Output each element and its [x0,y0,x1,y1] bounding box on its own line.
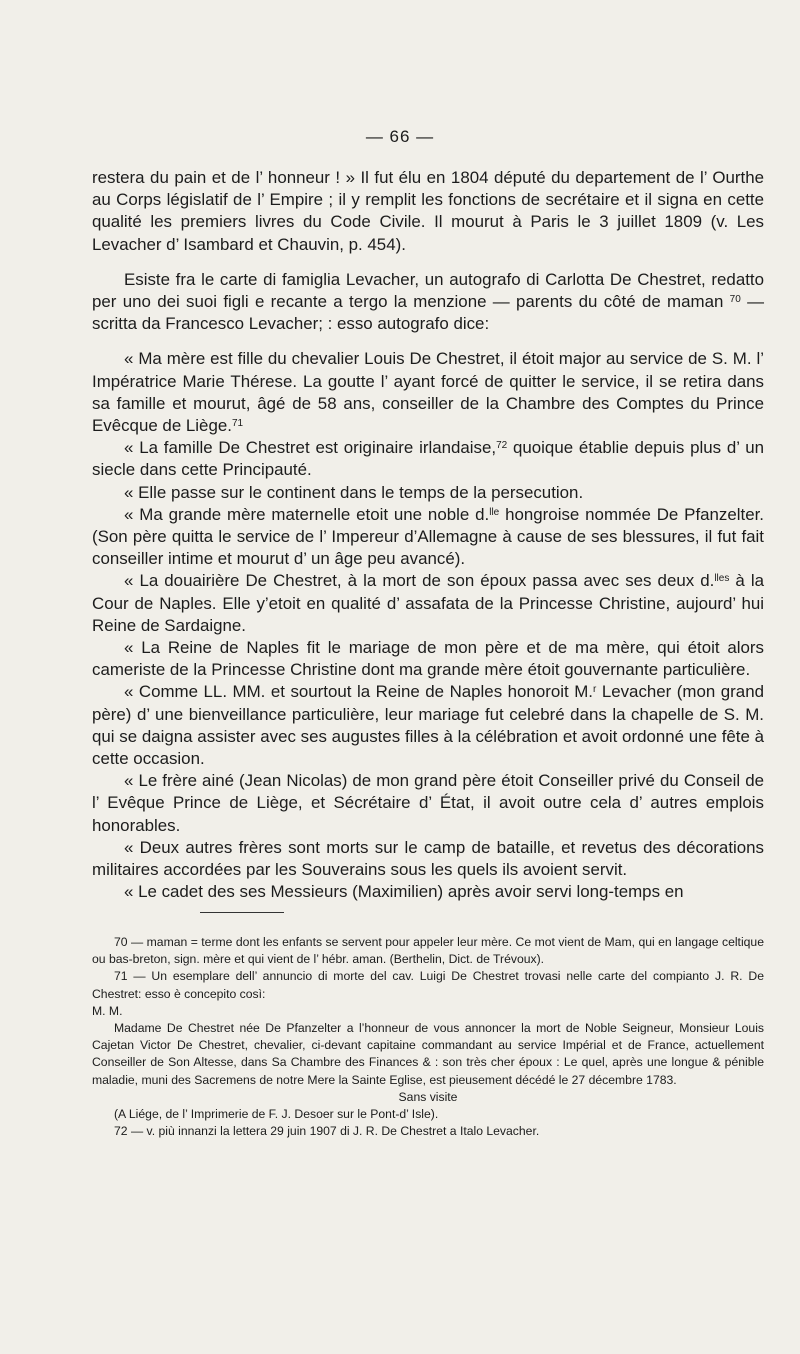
quote-paragraph [92,681,764,770]
footnote-ref: 71 [231,418,244,430]
footnote: 70 — maman = terme dont les enfants se servent pour appeler leur mère. Ce mot vient de Mam, qui en langage celtique ou bas-breton, sign. mère et qui vient de l’ hébr. aman. (Berthelin, Dict. de Trévoux). [92,935,764,967]
superscript: r [592,684,597,696]
text-run: « La famille De Chestret est originaire irlandaise, [124,438,497,458]
quote-paragraph: « Le frère ainé (Jean Nicolas) de mon grand père étoit Conseiller privé du Conseil de l’ Evêque Prince de Liège, et Sécrétaire d’ État, il avoit outre cela d’ autres emplois honorables. [92,771,764,835]
text-run: hongroise nommée De Pfanzelter. (Son père quitta le service de l’ Impereur d’Allemagne à cause de ses blessures, il fut fait conseiller intime et mourut d’ un âge peu avancé). [92,504,764,569]
text-run: « Ma grande mère maternelle etoit une noble d. [124,504,490,524]
quote-paragraph [92,348,764,437]
footnote-line: M. M. [92,1003,123,1018]
main-text [92,167,764,904]
footnote-divider [200,912,284,913]
paragraph: restera du pain et de l’ honneur ! » Il fut élu en 1804 député du departement de l’ Ourthe au Corps législatif de l’ Empire ; il y remplit les fonctions de secrétaire et il signa en cette qualité les premiers livres du Code Civile. Il mourut à Paris le 3 juillet 1809 (v. Les Levacher d’ Isambard et Chauvin, p. 454). [92,168,764,254]
text-run: « Comme LL. MM. et sourtout la Reine de Naples honoroit M. [124,682,593,702]
footnote: 71 — Un esemplare dell’ annuncio di morte del cav. Luigi De Chestret trovasi nelle carte del compianto J. R. De Chestret: esso è concepito così: [92,969,764,1001]
text-run: quoique établie depuis plus d’ un siecle dans cette Principauté. [92,438,764,480]
footnote-line: Madame De Chestret née De Pfanzelter a l’honneur de vous annoncer la mort de Noble Seigneur, Monsieur Louis Cajetan Victor De Chestret, chevalier, ci-devant capitaine commandant au service Impérial et de France, actuellement Conseiller de Son Altesse, dans Sa Chambre des Finances & : son très cher époux : Le quel, après une longue & pénible maladie, muni des Sacremens de notre Mere la Sainte Eglise, est pieusement décédé le 27 décembre 1783. [92,1021,764,1087]
quote-paragraph [92,504,764,571]
text-run: — scritta da Francesco Levacher; : esso autografo dice: [92,292,764,334]
text-run: à la Cour de Naples. Elle y’etoit en qualité d’ assafata de la Princesse Christine, aujourd’ hui Reine de Sardaigne. [92,571,764,635]
superscript: lle [489,506,500,518]
quote-paragraph: « Le cadet des ses Messieurs (Maximilien) après avoir servi long-temps en [124,882,684,902]
footnote-ref: 72 [496,440,508,452]
text-run: « La douairière De Chestret, à la mort de son époux passa avec ses deux d. [124,571,715,591]
footnotes [92,934,764,1140]
text-run: Levacher (mon grand père) d’ une bienveillance particulière, leur mariage fut celebré dans la chapelle de S. M. qui se daigna assister avec ses augustes filles à la célébration et avoit ordonné une fête à cette occasion. [92,682,764,769]
page-number: — 66 — [365,127,435,146]
footnote-line: (A Liége, de l’ Imprimerie de F. J. Desoer sur le Pont-d’ Isle). [114,1107,439,1122]
paragraph [92,269,764,336]
footnote-ref: 70 [729,294,741,306]
text-run: Esiste fra le carte di famiglia Levacher, un autografo di Carlotta De Chestret, redatto per uno dei suoi figli e recante a tergo la menzione — parents du côté de maman [92,269,764,312]
quote-paragraph: « La Reine de Naples fit le mariage de mon père et de ma mère, qui étoit alors cameriste de la Princesse Christine dont ma grande mère étoit gouvernante particulière. [92,638,764,680]
text-run: « Ma mère est fille du chevalier Louis De Chestret, il étoit major au service de S. M. l’ Impératrice Marie Thérese. La goutte l’ ayant forcé de quitter le service, il se retira dans sa famille et mourut, âgé de 58 ans, conseiller de la Chambre des Comptes du Prince Evêcque de Liège. [92,349,764,436]
quote-paragraph [92,570,764,637]
quote-paragraph: « Deux autres frères sont morts sur le camp de bataille, et revetus des décorations militaires accordées par les Souverains sous les quels ils avoient servit. [92,837,764,880]
superscript: lles [714,573,730,585]
quote-paragraph [92,437,764,481]
quote-paragraph: « Elle passe sur le continent dans le temps de la persecution. [124,482,584,502]
footnote: 72 — v. più innanzi la lettera 29 juin 1907 di J. R. De Chestret a Italo Levacher. [114,1124,540,1139]
footnote-line: Sans visite [398,1089,458,1104]
